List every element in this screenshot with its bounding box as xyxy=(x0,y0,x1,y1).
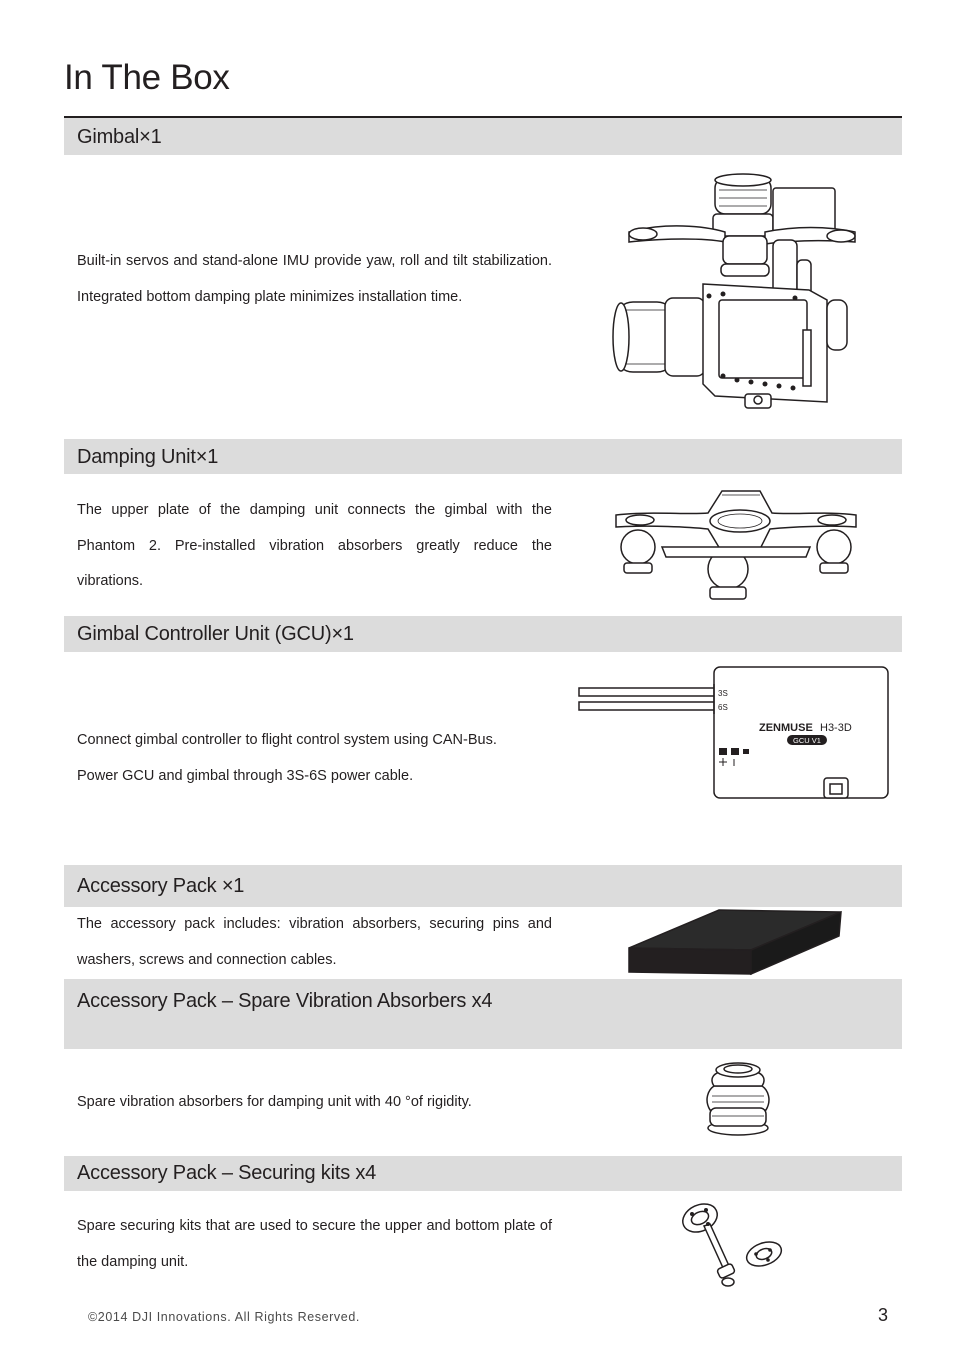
section-heading: Damping Unit×1 xyxy=(77,446,219,468)
section-heading: Accessory Pack – Securing kits x4 xyxy=(77,1162,377,1184)
page-title: In The Box xyxy=(64,58,230,97)
spare-absorbers-description: Spare vibration absorbers for damping unit with 40 °of rigidity. xyxy=(77,1094,472,1110)
gcu-brand-label: ZENMUSE xyxy=(759,722,813,734)
page-number: 3 xyxy=(878,1305,889,1325)
copyright-footer: ©2014 DJI Innovations. All Rights Reserved. xyxy=(88,1310,360,1324)
gcu-description-line-1: Connect gimbal controller to flight control system using CAN-Bus. xyxy=(77,732,497,748)
gimbal-description: Built-in servos and stand-alone IMU provide yaw, roll and tilt stabilization. Integrated bottom damping plate minimizes installation time. xyxy=(77,253,552,305)
damping-unit-description: The upper plate of the damping unit connects the gimbal with the Phantom 2. Pre-installed vibration absorbers greatly reduce the vibrations. xyxy=(77,502,552,589)
section-heading: Gimbal Controller Unit (GCU)×1 xyxy=(77,623,354,645)
gcu-description-line-2: Power GCU and gimbal through 3S-6S power cable. xyxy=(77,768,414,784)
gcu-voltage-top: 3S xyxy=(718,689,728,698)
section-header-spare-absorbers xyxy=(64,979,902,1049)
securing-kits-description: Spare securing kits that are used to secure the upper and bottom plate of the damping unit. xyxy=(77,1218,552,1270)
gcu-icon xyxy=(576,664,892,802)
section-header-securing-kits xyxy=(64,1156,902,1191)
accessory-pack-description: The accessory pack includes: vibration absorbers, securing pins and washers, screws and connection cables. xyxy=(77,916,552,968)
section-header-accessory-pack xyxy=(64,865,902,907)
section-header-damping-unit xyxy=(64,439,902,474)
section-heading: Accessory Pack – Spare Vibration Absorbers x4 xyxy=(77,990,493,1012)
gcu-version-badge: GCU V1 xyxy=(793,736,821,745)
securing-kit-icon xyxy=(678,1200,788,1290)
section-heading: Gimbal×1 xyxy=(77,126,162,148)
section-heading: Accessory Pack ×1 xyxy=(77,875,245,897)
accessory-box-icon xyxy=(625,908,845,976)
section-header-gimbal xyxy=(64,118,902,155)
damping-unit-icon xyxy=(610,485,862,607)
section-header-gcu xyxy=(64,616,902,652)
vibration-absorber-icon xyxy=(700,1060,776,1138)
gimbal-icon xyxy=(605,170,865,420)
gcu-model-label: H3-3D xyxy=(820,722,852,734)
gcu-voltage-bottom: 6S xyxy=(718,703,728,712)
